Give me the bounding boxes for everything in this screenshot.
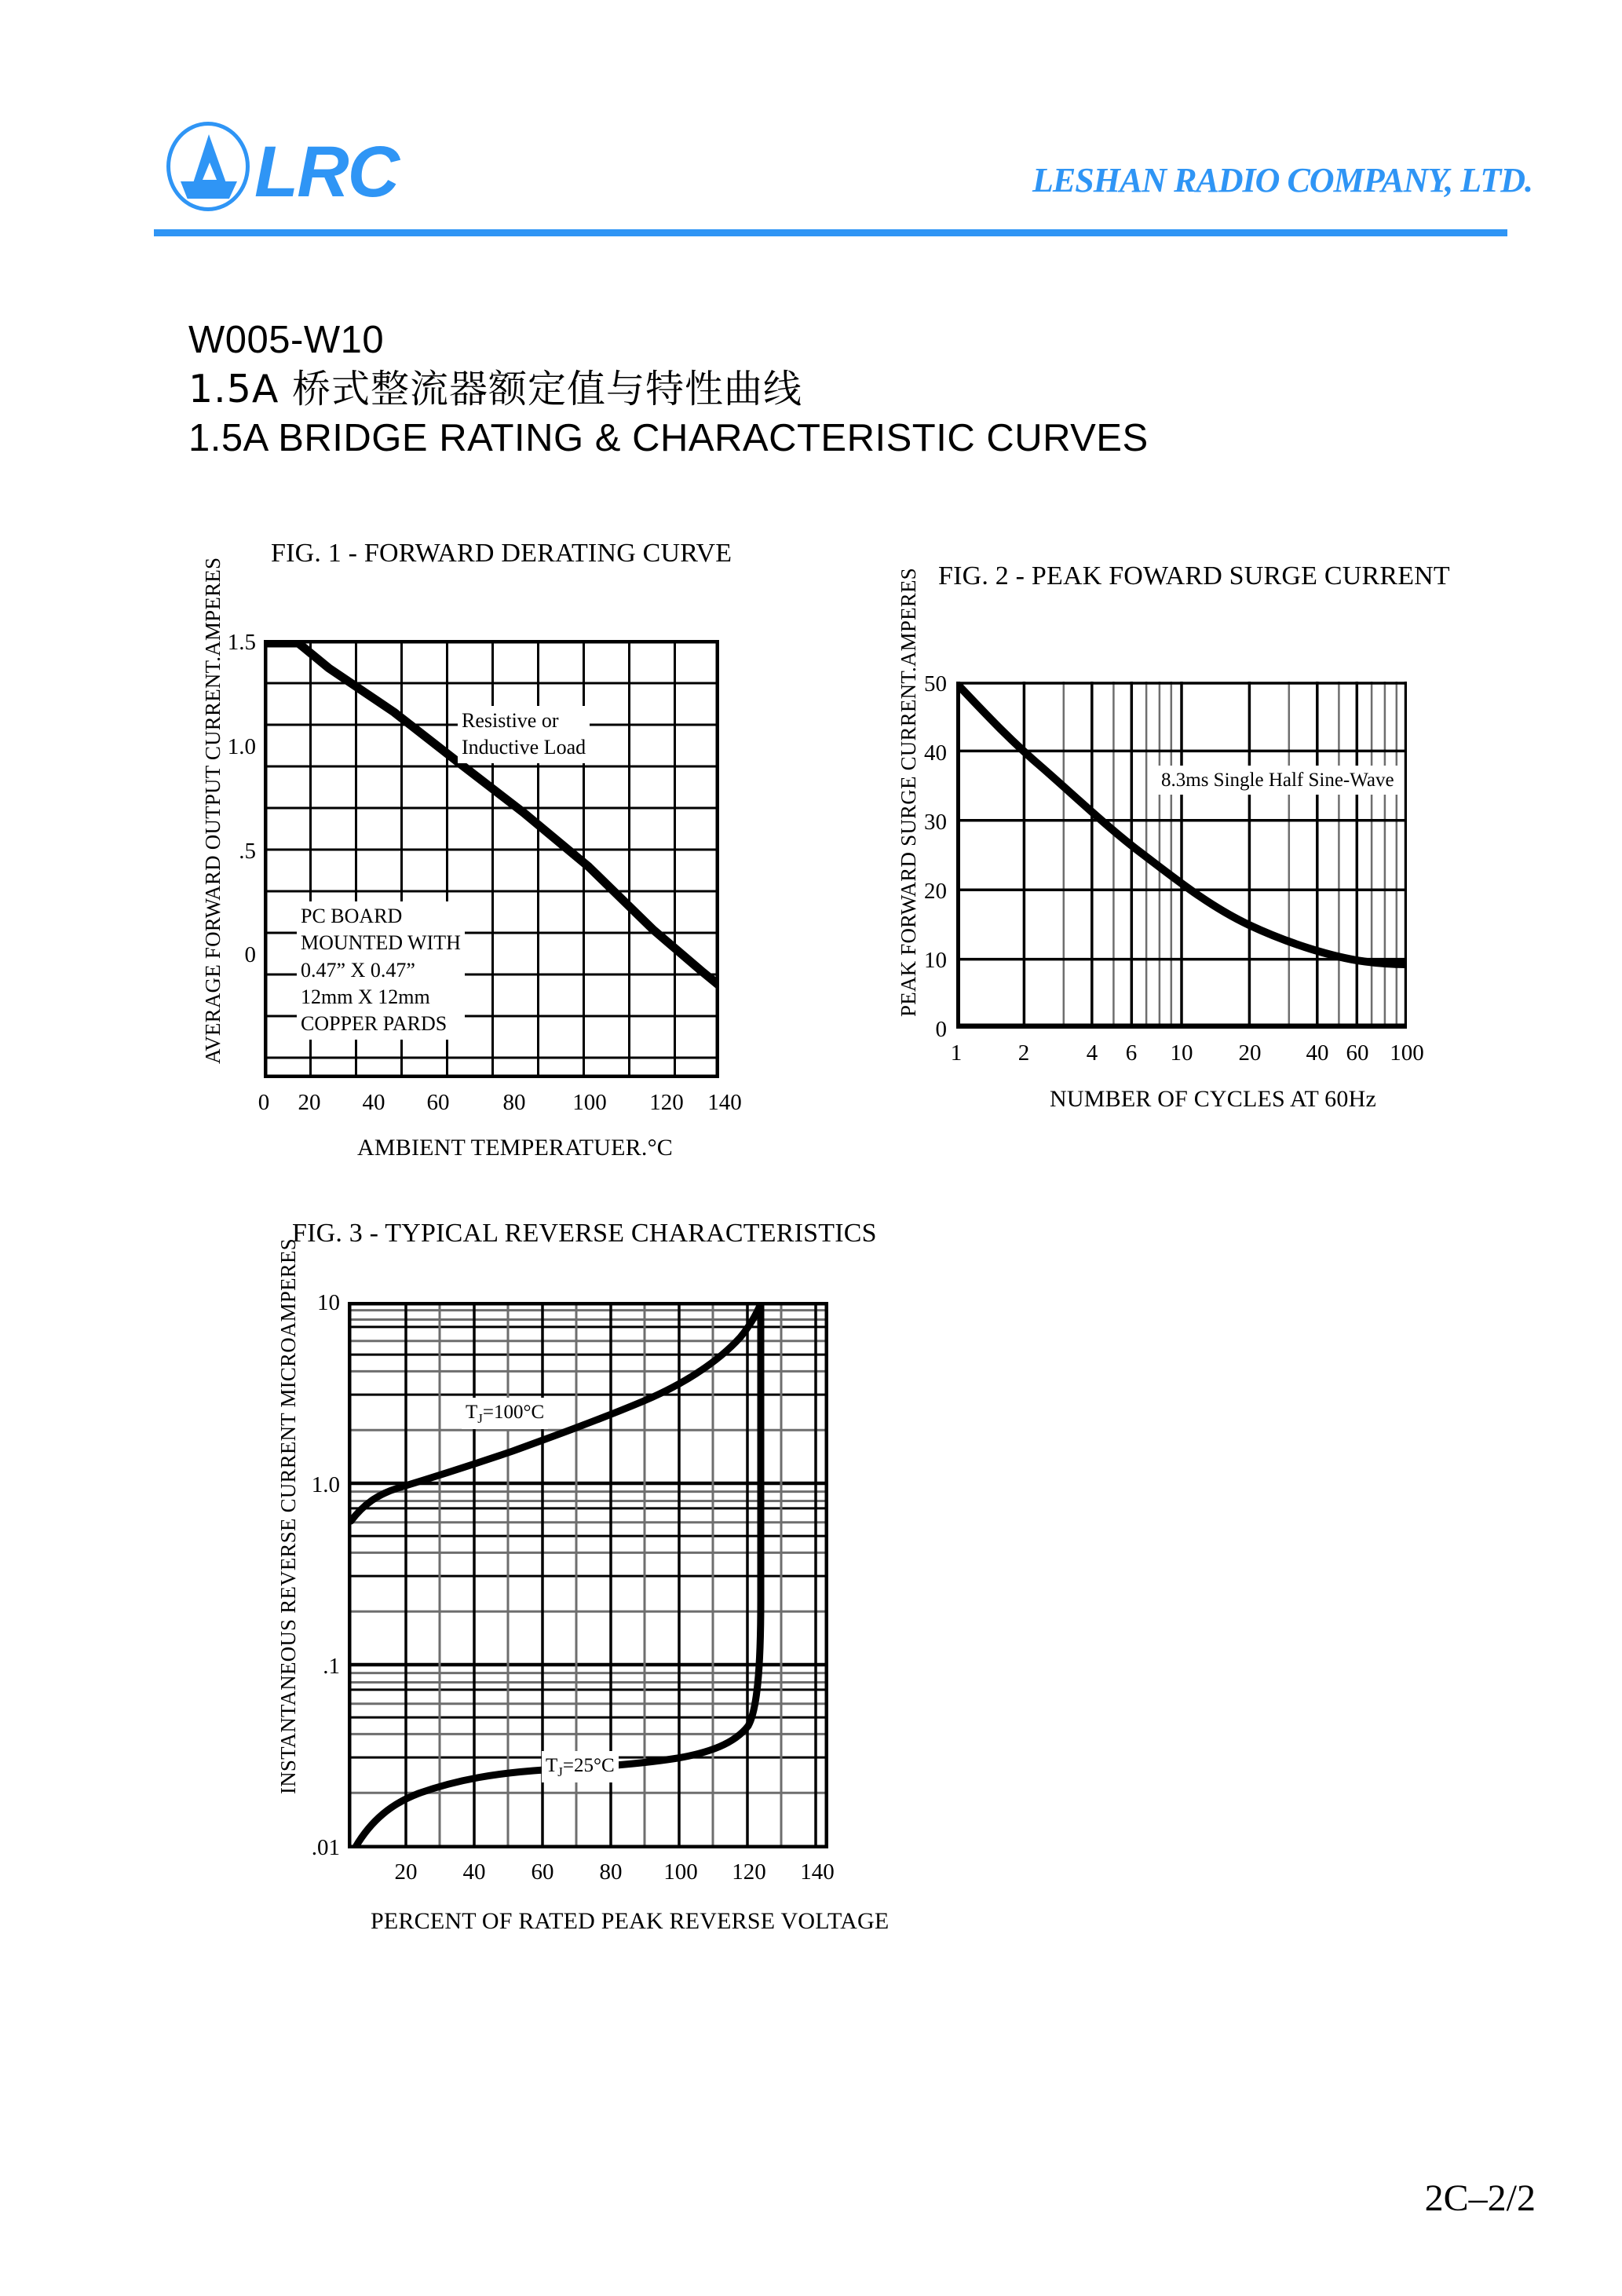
- figure-2-pulse-annotation: 8.3ms Single Half Sine-Wave: [1157, 766, 1398, 795]
- figure-1-ytick-1.5: 1.5: [227, 630, 256, 655]
- logo-sail-notch-shape: [203, 163, 217, 180]
- figure-2-xtick-1: 1: [950, 1040, 963, 1066]
- figure-2-xtick-100: 100: [1390, 1040, 1424, 1066]
- figure-3-xtick-80: 80: [599, 1859, 623, 1885]
- figure-2-ytick-40: 40: [924, 740, 947, 766]
- company-logo: [166, 122, 398, 218]
- figure-2-y-axis-label: PEAK FORWARD SURGE CURRENT.AMPERES: [897, 568, 920, 1017]
- subtitle-english: 1.5A BRIDGE RATING & CHARACTERISTIC CURVES: [188, 417, 1149, 460]
- figure-1-xtick-100: 100: [572, 1090, 607, 1115]
- figure-3-tj100-annotation: $T_J=100^\circ C$: [462, 1398, 548, 1429]
- figure-3-ytick-10: 10: [317, 1290, 340, 1315]
- figure-2-xtick-6: 6: [1125, 1040, 1138, 1066]
- figure-2-ytick-50: 50: [924, 671, 947, 696]
- figure-2-title: FIG. 2 - PEAK FOWARD SURGE CURRENT: [938, 561, 1450, 590]
- figure-1-ytick-0.5: .5: [239, 839, 256, 864]
- figure-2-xtick-40: 40: [1306, 1040, 1329, 1066]
- figure-1-xtick-0: 0: [258, 1090, 270, 1115]
- figure-2-xtick-60: 60: [1346, 1040, 1369, 1066]
- figure-1-load-annotation: Resistive or Inductive Load: [458, 706, 590, 763]
- figure-1-ytick-0: 0: [244, 942, 256, 967]
- figure-2-ytick-10: 10: [924, 948, 947, 973]
- figure-3-xtick-60: 60: [531, 1859, 554, 1885]
- figure-2-xtick-20: 20: [1238, 1040, 1262, 1066]
- figure-2-plot: [956, 682, 1407, 1029]
- figure-1-xtick-20: 20: [298, 1090, 321, 1115]
- figure-1-title: FIG. 1 - FORWARD DERATING CURVE: [271, 539, 732, 568]
- figure-2-ytick-20: 20: [924, 879, 947, 904]
- logo-hull-shape: [181, 181, 237, 199]
- figure-3-y-axis-label: INSTANTANEOUS REVERSE CURRENT MICROAMPERES: [276, 1238, 300, 1794]
- figure-1-xtick-120: 120: [649, 1090, 684, 1115]
- figure-1-mounting-annotation: PC BOARD MOUNTED WITH 0.47” X 0.47” 12mm X 12mm COPPER PARDS: [297, 901, 465, 1040]
- figure-3-tj25-annotation: $T_J=25^\circ C$: [542, 1751, 619, 1782]
- figure-1-xtick-40: 40: [362, 1090, 385, 1115]
- figure-2-xtick-2: 2: [1017, 1040, 1030, 1066]
- figure-1-xtick-140: 140: [707, 1090, 742, 1115]
- figure-1-xtick-80: 80: [502, 1090, 526, 1115]
- figure-3-xtick-100: 100: [663, 1859, 698, 1885]
- figure-3-ytick-0.1: .1: [323, 1654, 340, 1679]
- figure-1-y-axis-label: AVERAGE FORWARD OUTPUT CURRENT.AMPERES: [201, 557, 225, 1064]
- page-number: 2C–2/2: [1424, 2177, 1536, 2219]
- figure-3-curve-tj100: [351, 1303, 761, 1521]
- part-range-title: W005-W10: [188, 319, 385, 361]
- figure-2-xtick-4: 4: [1086, 1040, 1098, 1066]
- figure-3-xtick-40: 40: [462, 1859, 486, 1885]
- company-name: LESHAN RADIO COMPANY, LTD.: [1032, 161, 1532, 199]
- figure-3-x-axis-label: PERCENT OF RATED PEAK REVERSE VOLTAGE: [371, 1908, 890, 1934]
- figure-3-minor-gridlines-gray: [348, 1311, 828, 1793]
- subtitle-chinese: 1.5A 桥式整流器额定值与特性曲线: [188, 366, 803, 411]
- figure-2-xtick-10: 10: [1170, 1040, 1193, 1066]
- figure-3-xtick-140: 140: [800, 1859, 835, 1885]
- figure-3-xtick-120: 120: [732, 1859, 766, 1885]
- figure-1-x-axis-label: AMBIENT TEMPERATUER.°C: [357, 1135, 673, 1161]
- figure-3-title: FIG. 3 - TYPICAL REVERSE CHARACTERISTICS: [292, 1219, 877, 1248]
- figure-3-xtick-20: 20: [394, 1859, 418, 1885]
- figure-1-ytick-1.0: 1.0: [227, 734, 256, 759]
- figure-2-ytick-30: 30: [924, 810, 947, 835]
- figure-2-ytick-0: 0: [935, 1017, 947, 1042]
- page-header: [0, 0, 1622, 251]
- figure-2-minor-gridlines: [1064, 682, 1397, 1029]
- logo-wordmark: LRC: [254, 132, 399, 212]
- header-divider: [154, 229, 1507, 236]
- lrc-sailboat-icon: [166, 122, 259, 218]
- figure-3-ytick-0.01: .01: [311, 1835, 340, 1860]
- page-title: [188, 316, 1366, 463]
- figure-2-x-axis-label: NUMBER OF CYCLES AT 60Hz: [1050, 1086, 1376, 1112]
- figure-1-xtick-60: 60: [426, 1090, 450, 1115]
- figure-3-ytick-1.0: 1.0: [311, 1472, 340, 1497]
